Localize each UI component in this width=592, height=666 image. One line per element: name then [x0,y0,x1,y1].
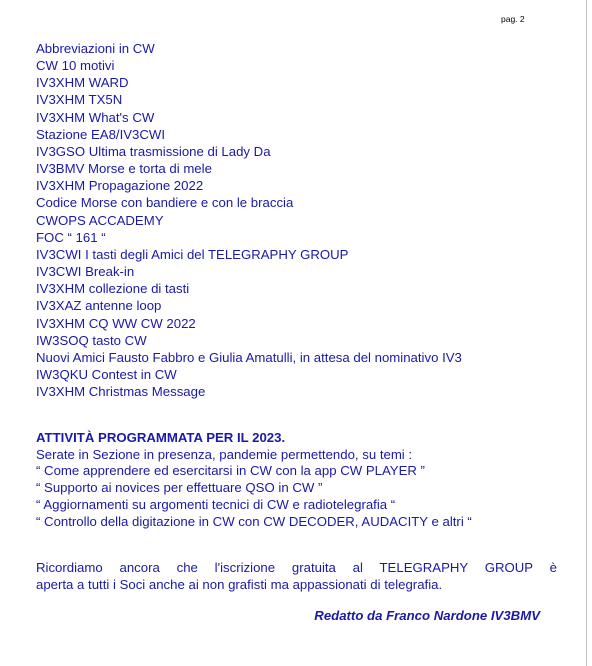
list-item: CWOPS ACCADEMY [36,212,164,228]
list-item: Stazione EA8/IV3CWI [36,126,166,142]
program-intro: Serate in Sezione in presenza, pandemie permettendo, su temi : [36,446,413,462]
list-item: IW3QKU Contest in CW [36,366,177,382]
closing-line-2: aperta a tutti i Soci anche ai non grafisti ma appassionati di telegrafia. [36,576,443,592]
program-item: “ Aggiornamenti su argomenti tecnici di CW e radiotelegrafia “ [36,496,396,512]
program-item: “ Controllo della digitazione in CW con CW DECODER, AUDACITY e altri “ [36,513,472,529]
list-item: IV3GSO Ultima trasmissione di Lady Da [36,143,271,159]
list-item: IV3XHM collezione di tasti [36,281,190,297]
closing-note [36,560,557,593]
program-item: “ Supporto ai novices per effettuare QSO in CW ” [36,480,323,496]
list-item: Codice Morse con bandiere e con le braccia [36,195,294,211]
list-item: IV3XHM What's CW [36,109,155,125]
list-item: FOC “ 161 “ [36,229,106,245]
author-signature: Redatto da Franco Nardone IV3BMV [314,608,540,623]
list-item: IV3XHM WARD [36,75,129,91]
program-section [36,430,472,530]
page-number: pag. 2 [501,14,525,24]
closing-line-1: Ricordiamo ancora che l'iscrizione gratuita al TELEGRAPHY GROUP è [36,560,557,575]
list-item: IV3XAZ antenne loop [36,298,162,314]
list-item: Abbreviazioni in CW [36,41,155,56]
program-item: “ Come apprendere ed esercitarsi in CW con la app CW PLAYER ” [36,463,425,479]
list-item: IV3XHM Propagazione 2022 [36,178,204,194]
list-item: IV3XHM TX5N [36,92,123,108]
list-item: IV3BMV Morse e torta di mele [36,161,212,177]
list-item: IV3XHM Christmas Message [36,384,206,400]
list-item: CW 10 motivi [36,58,115,74]
topic-list [36,40,462,400]
list-item: IV3XHM CQ WW CW 2022 [36,315,196,331]
list-item: IV3CWI I tasti degli Amici del TELEGRAPHY GROUP [36,246,349,262]
list-item: IW3SOQ tasto CW [36,332,147,348]
list-item: IV3CWI Break-in [36,264,135,280]
program-heading: ATTIVITÀ PROGRAMMATA PER IL 2023. [36,430,286,445]
list-item: Nuovi Amici Fausto Fabbro e Giulia Amatulli, in attesa del nominativo IV3 [36,349,462,365]
page-edge-line [586,0,587,666]
